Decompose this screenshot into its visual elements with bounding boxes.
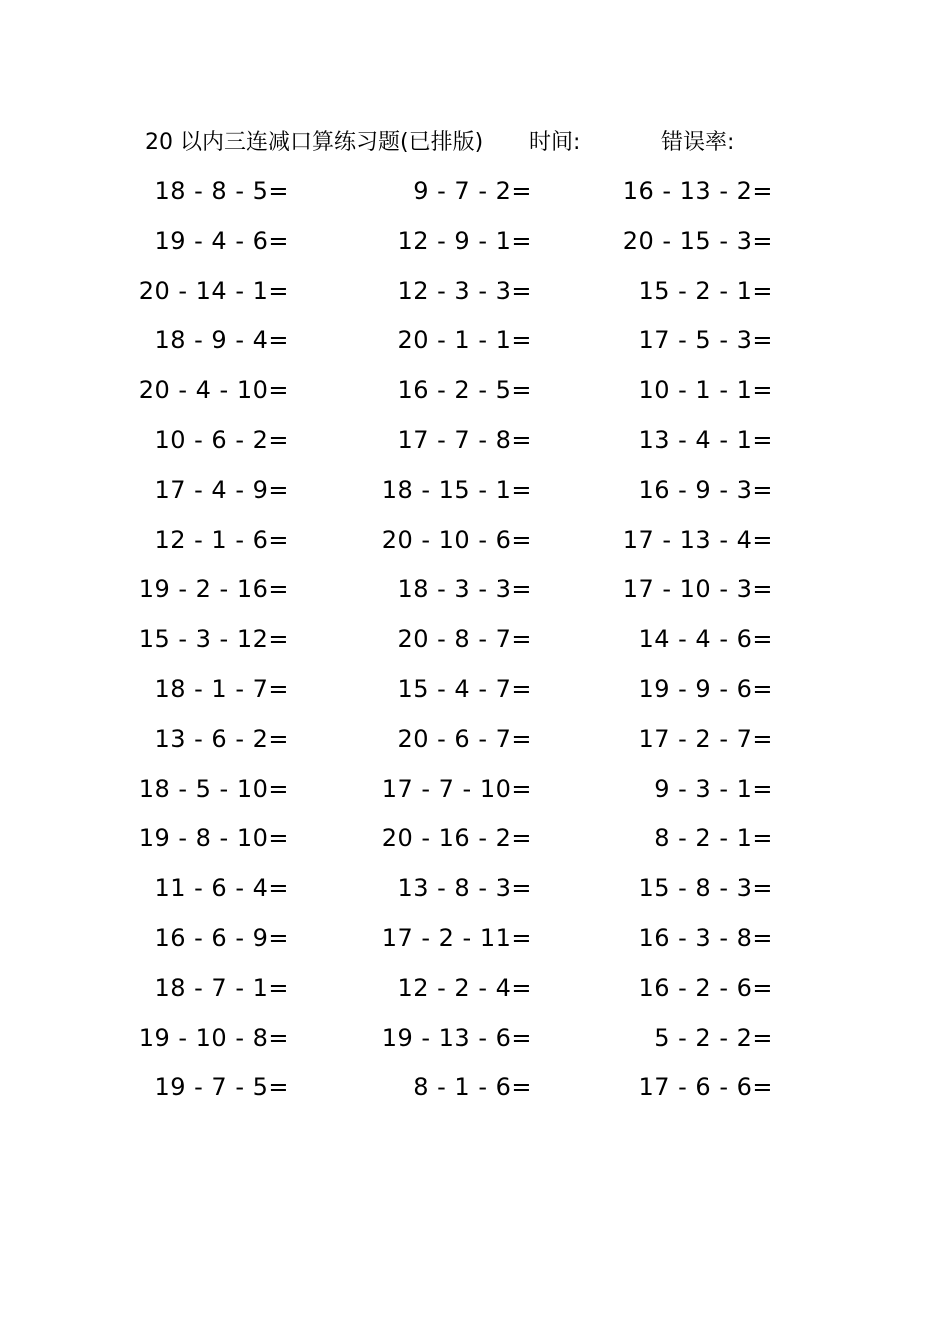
problem-row <box>0 770 950 820</box>
problem-item: 15 - 2 - 1= <box>638 276 773 305</box>
problem-item: 17 - 5 - 3= <box>638 326 773 355</box>
problem-row <box>0 172 950 222</box>
page-title: 20 以内三连减口算练习题(已排版) <box>145 130 484 155</box>
problem-row <box>0 222 950 272</box>
problem-item: 19 - 4 - 6= <box>154 226 289 255</box>
problem-item: 17 - 2 - 7= <box>638 724 773 753</box>
problem-item: 18 - 9 - 4= <box>154 326 289 355</box>
problem-item: 12 - 9 - 1= <box>397 226 532 255</box>
problem-item: 20 - 16 - 2= <box>381 824 532 853</box>
problem-row <box>0 919 950 969</box>
problem-item: 19 - 9 - 6= <box>638 674 773 703</box>
problem-item: 17 - 13 - 4= <box>622 525 773 554</box>
problem-item: 18 - 7 - 1= <box>154 973 289 1002</box>
problem-item: 20 - 15 - 3= <box>622 226 773 255</box>
problem-item: 18 - 15 - 1= <box>381 475 532 504</box>
problem-row <box>0 620 950 670</box>
problem-item: 12 - 3 - 3= <box>397 276 532 305</box>
problem-item: 17 - 7 - 8= <box>397 425 532 454</box>
problem-item: 19 - 7 - 5= <box>154 1073 289 1102</box>
problem-row <box>0 819 950 869</box>
problem-item: 18 - 5 - 10= <box>138 774 289 803</box>
problem-item: 5 - 2 - 2= <box>654 1023 773 1052</box>
problem-item: 17 - 10 - 3= <box>622 575 773 604</box>
problem-item: 20 - 6 - 7= <box>397 724 532 753</box>
problem-item: 16 - 3 - 8= <box>638 923 773 952</box>
problem-row <box>0 371 950 421</box>
problem-item: 18 - 8 - 5= <box>154 177 289 205</box>
problem-item: 18 - 1 - 7= <box>154 674 289 703</box>
problem-item: 12 - 2 - 4= <box>397 973 532 1002</box>
problem-item: 8 - 2 - 1= <box>654 824 773 853</box>
problem-row <box>0 1019 950 1069</box>
problem-item: 12 - 1 - 6= <box>154 525 289 554</box>
problem-item: 8 - 1 - 6= <box>413 1073 532 1102</box>
problem-item: 9 - 3 - 1= <box>654 774 773 803</box>
problem-item: 17 - 2 - 11= <box>381 923 532 952</box>
problem-item: 19 - 8 - 10= <box>138 824 289 853</box>
problem-item: 15 - 8 - 3= <box>638 874 773 903</box>
problem-item: 13 - 6 - 2= <box>154 724 289 753</box>
problem-row <box>0 1068 950 1118</box>
problem-item: 16 - 9 - 3= <box>638 475 773 504</box>
problem-item: 17 - 7 - 10= <box>381 774 532 803</box>
problem-item: 19 - 2 - 16= <box>138 575 289 604</box>
problem-item: 20 - 8 - 7= <box>397 625 532 654</box>
problem-item: 17 - 6 - 6= <box>638 1073 773 1102</box>
problem-row <box>0 670 950 720</box>
problem-item: 10 - 6 - 2= <box>154 425 289 454</box>
problem-item: 13 - 4 - 1= <box>638 425 773 454</box>
problem-item: 20 - 14 - 1= <box>138 276 289 305</box>
problem-item: 10 - 1 - 1= <box>638 376 773 405</box>
error-rate-label: 错误率: <box>661 130 735 155</box>
problem-row <box>0 969 950 1019</box>
problem-item: 16 - 6 - 9= <box>154 923 289 952</box>
problem-row <box>0 720 950 770</box>
problem-row <box>0 272 950 322</box>
problem-row <box>0 321 950 371</box>
problem-item: 11 - 6 - 4= <box>154 874 289 903</box>
problem-item: 17 - 4 - 9= <box>154 475 289 504</box>
problem-item: 15 - 3 - 12= <box>138 625 289 654</box>
problem-item: 15 - 4 - 7= <box>397 674 532 703</box>
problem-item: 18 - 3 - 3= <box>397 575 532 604</box>
problem-item: 16 - 13 - 2= <box>622 177 773 205</box>
problem-grid <box>0 172 950 1118</box>
problem-row <box>0 471 950 521</box>
problem-item: 16 - 2 - 5= <box>397 376 532 405</box>
time-label: 时间: <box>529 130 581 155</box>
worksheet-header <box>145 126 845 160</box>
problem-item: 19 - 13 - 6= <box>381 1023 532 1052</box>
problem-row <box>0 421 950 471</box>
problem-row <box>0 570 950 620</box>
problem-item: 20 - 1 - 1= <box>397 326 532 355</box>
problem-row <box>0 869 950 919</box>
problem-item: 14 - 4 - 6= <box>638 625 773 654</box>
problem-item: 19 - 10 - 8= <box>138 1023 289 1052</box>
problem-item: 16 - 2 - 6= <box>638 973 773 1002</box>
problem-item: 20 - 10 - 6= <box>381 525 532 554</box>
problem-row <box>0 521 950 571</box>
problem-item: 20 - 4 - 10= <box>138 376 289 405</box>
problem-item: 13 - 8 - 3= <box>397 874 532 903</box>
problem-item: 9 - 7 - 2= <box>413 177 532 205</box>
